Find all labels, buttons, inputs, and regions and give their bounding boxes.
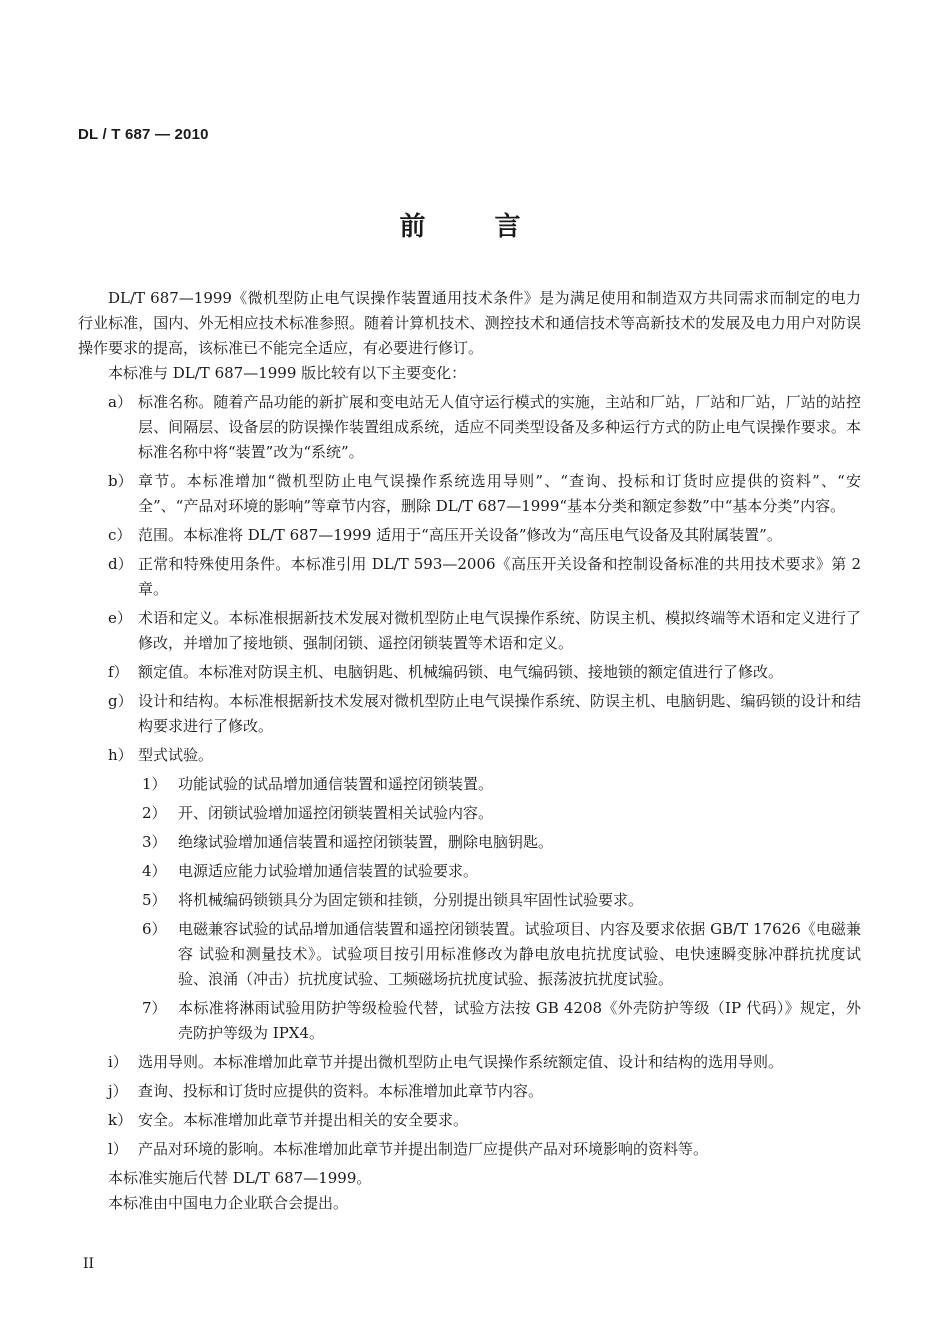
list-marker: e） [108,609,132,627]
list-marker: c） [108,526,132,544]
sub-list-item-text: 电磁兼容试验的试品增加通信装置和遥控闭锁装置。试验项目、内容及要求依据 GB/T 17626《电磁兼容 试验和测量技术》。试验项目按引用标准修改为静电放电抗扰度试验、电快速瞬变脉冲群抗扰度试验、浪涌（冲击）抗扰度试验、工频磁场抗扰度试验、振荡波抗扰度试验。 [178,920,861,988]
list-item-text: 章节。本标准增加“微机型防止电气误操作系统选用导则”、“查询、投标和订货时应提供的资料”、“安全”、“产品对环境的影响”等章节内容，删除 DL/T 687—1999“基本分类和额定参数”中“基本分类”内容。 [138,472,861,515]
list-item-text: 正常和特殊使用条件。本标准引用 DL/T 593—2006《高压开关设备和控制设备标准的共用技术要求》第 2 章。 [138,555,861,598]
list-item-text: 术语和定义。本标准根据新技术发展对微机型防止电气误操作系统、防误主机、模拟终端等术语和定义进行了修改，并增加了接地锁、强制闭锁、遥控闭锁装置等术语和定义。 [138,609,861,652]
list-item [78,390,861,465]
closing-paragraph: 本标准由中国电力企业联合会提出。 [108,1194,349,1212]
list-item-text: 范围。本标准将 DL/T 687—1999 适用于“高压开关设备”修改为“高压电气设备及其附属装置”。 [138,526,782,544]
list-marker: d） [108,555,133,573]
page-title: 前 言 [399,212,551,242]
list-item [78,1108,861,1133]
sub-list-item [78,772,861,797]
document-code: DL / T 687 — 2010 [78,126,209,143]
list-item [78,743,861,768]
sub-list-marker: 7） [142,999,167,1017]
list-item-text: 标准名称。随着产品功能的新扩展和变电站无人值守运行模式的实施，主站和厂站，厂站和厂站，厂站的站控层、间隔层、设备层的防误操作装置组成系统，适应不同类型设备及多种运行方式的防止电气误操作要求。本标准名称中将“装置”改为“系统”。 [138,393,861,461]
list-item-text: 产品对环境的影响。本标准增加此章节并提出制造厂应提供产品对环境影响的资料等。 [138,1140,709,1158]
list-item [78,523,861,548]
list-marker: i） [108,1053,128,1071]
list-item-text: 安全。本标准增加此章节并提出相关的安全要求。 [138,1111,469,1129]
sub-list-item-text: 将机械编码锁锁具分为固定锁和挂锁，分别提出锁具牢固性试验要求。 [178,891,644,909]
foreword-body [78,286,861,1216]
list-item [78,606,861,656]
intro-paragraph: 本标准与 DL/T 687—1999 版比较有以下主要变化： [108,364,467,382]
list-item-text: 选用导则。本标准增加此章节并提出微机型防止电气误操作系统额定值、设计和结构的选用导则。 [138,1053,784,1071]
list-marker: a） [108,393,132,411]
list-marker: j） [108,1082,128,1100]
sub-list-item [78,801,861,826]
list-item [78,469,861,519]
sub-list-item-text: 电源适应能力试验增加通信装置的试验要求。 [178,862,479,880]
page-number: II [83,1256,95,1272]
sub-list-marker: 1） [142,775,167,793]
list-item-text: 额定值。本标准对防误主机、电脑钥匙、机械编码锁、电气编码锁、接地锁的额定值进行了修改。 [138,663,784,681]
list-item [78,1137,861,1162]
list-marker: h） [108,746,133,764]
sub-list-item [78,888,861,913]
list-item [78,660,861,685]
list-marker: g） [108,692,133,710]
sub-list-item [78,830,861,855]
sub-list-marker: 4） [142,862,167,880]
sub-list-item-text: 本标准将淋雨试验用防护等级检验代替，试验方法按 GB 4208《外壳防护等级（IP 代码）》规定，外壳防护等级为 IPX4。 [178,999,861,1042]
list-item [78,689,861,739]
sub-list-marker: 3） [142,833,167,851]
sub-list-item-text: 绝缘试验增加通信装置和遥控闭锁装置，删除电脑钥匙。 [178,833,554,851]
intro-paragraph: DL/T 687—1999《微机型防止电气误操作装置通用技术条件》是为满足使用和制造双方共同需求而制定的电力行业标准，国内、外无相应技术标准参照。随着计算机技术、测控技术和通信技术等高新技术的发展及电力用户对防误操作要求的提高，该标准已不能完全适应，有必要进行修订。 [78,289,861,357]
sub-list-marker: 2） [142,804,167,822]
list-item [78,1050,861,1075]
sub-list-item [78,996,861,1046]
sub-list-item-text: 开、闭锁试验增加遥控闭锁装置相关试验内容。 [178,804,494,822]
list-item-text: 设计和结构。本标准根据新技术发展对微机型防止电气误操作系统、防误主机、电脑钥匙、编码锁的设计和结构要求进行了修改。 [138,692,861,735]
list-marker: k） [108,1111,133,1129]
sub-list-item [78,917,861,992]
list-marker: f） [108,663,129,681]
list-marker: b） [108,472,133,490]
sub-list-marker: 6） [142,920,167,938]
list-item [78,1079,861,1104]
closing-paragraph: 本标准实施后代替 DL/T 687—1999。 [108,1169,372,1187]
list-marker: l） [108,1140,128,1158]
sub-list-item [78,859,861,884]
list-item-text: 查询、投标和订货时应提供的资料。本标准增加此章节内容。 [138,1082,544,1100]
list-item [78,552,861,602]
list-item-text: 型式试验。 [138,746,214,764]
sub-list-item-text: 功能试验的试品增加通信装置和遥控闭锁装置。 [178,775,494,793]
sub-list-marker: 5） [142,891,167,909]
